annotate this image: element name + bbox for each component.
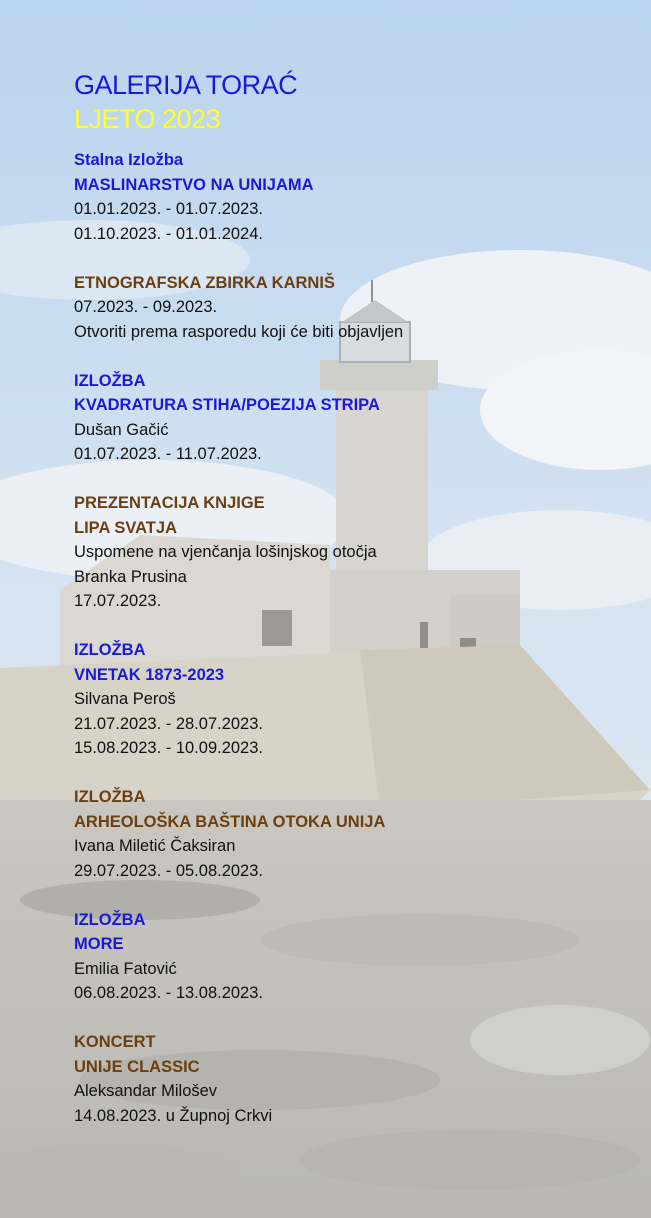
event-block [74,491,634,614]
event-author: Branka Prusina [74,567,187,586]
event-author: Aleksandar Milošev [74,1082,218,1100]
gallery-title: GALERIJA TORAĆ [74,70,298,100]
event-date: 01.07.2023. - 11.07.2023. [74,445,262,463]
event-date: 01.01.2023. - 01.07.2023. [74,200,263,218]
event-author: Ivana Miletić Čaksiran [74,837,236,855]
event-title: MASLINARSTVO NA UNIJAMA [74,175,314,194]
event-title: KVADRATURA STIHA/POEZIJA STRIPA [74,396,380,414]
event-author: Emilia Fatović [74,959,177,978]
event-date: 07.2023. - 09.2023. [74,298,218,316]
event-author: Silvana Peroš [74,690,176,708]
event-date: 29.07.2023. - 05.08.2023. [74,861,263,880]
event-block [74,1030,634,1128]
event-title: ETNOGRAFSKA ZBIRKA KARNIŠ [74,273,335,292]
event-heading: IZLOŽBA [74,641,146,659]
event-heading: IZLOŽBA [74,788,146,806]
event-heading: PREZENTACIJA KNJIGE [74,494,265,512]
event-block [74,638,634,761]
event-block [74,369,634,467]
event-title: ARHEOLOŠKA BAŠTINA OTOKA UNIJA [74,812,386,831]
event-date: 21.07.2023. - 28.07.2023. [74,714,263,733]
event-date: 06.08.2023. - 13.08.2023. [74,984,263,1002]
event-date: 15.08.2023. - 10.09.2023. [74,739,263,757]
event-heading: IZLOŽBA [74,910,146,929]
event-title: VNETAK 1873-2023 [74,665,225,684]
event-block [74,148,634,246]
event-title: LIPA SVATJA [74,518,177,537]
event-block [74,271,634,345]
event-date: 14.08.2023. u Župnoj Crkvi [74,1106,273,1125]
event-heading: KONCERT [74,1033,156,1051]
event-block [74,785,634,883]
event-author: Dušan Gačić [74,420,169,439]
event-block [74,908,634,1006]
event-date: 17.07.2023. [74,592,162,610]
season-subtitle: LJETO 2023 [74,104,221,134]
event-title: MORE [74,935,124,953]
event-date: 01.10.2023. - 01.01.2024. [74,224,263,243]
event-note: Otvoriti prema rasporedu koji će biti objavljen [74,322,404,341]
event-heading: IZLOŽBA [74,371,146,390]
event-title: UNIJE CLASSIC [74,1057,200,1076]
event-heading: Stalna Izložba [74,151,184,169]
event-subtitle: Uspomene na vjenčanja lošinjskog otočja [74,543,377,561]
event-list [74,148,634,1128]
event-program [74,68,634,1128]
